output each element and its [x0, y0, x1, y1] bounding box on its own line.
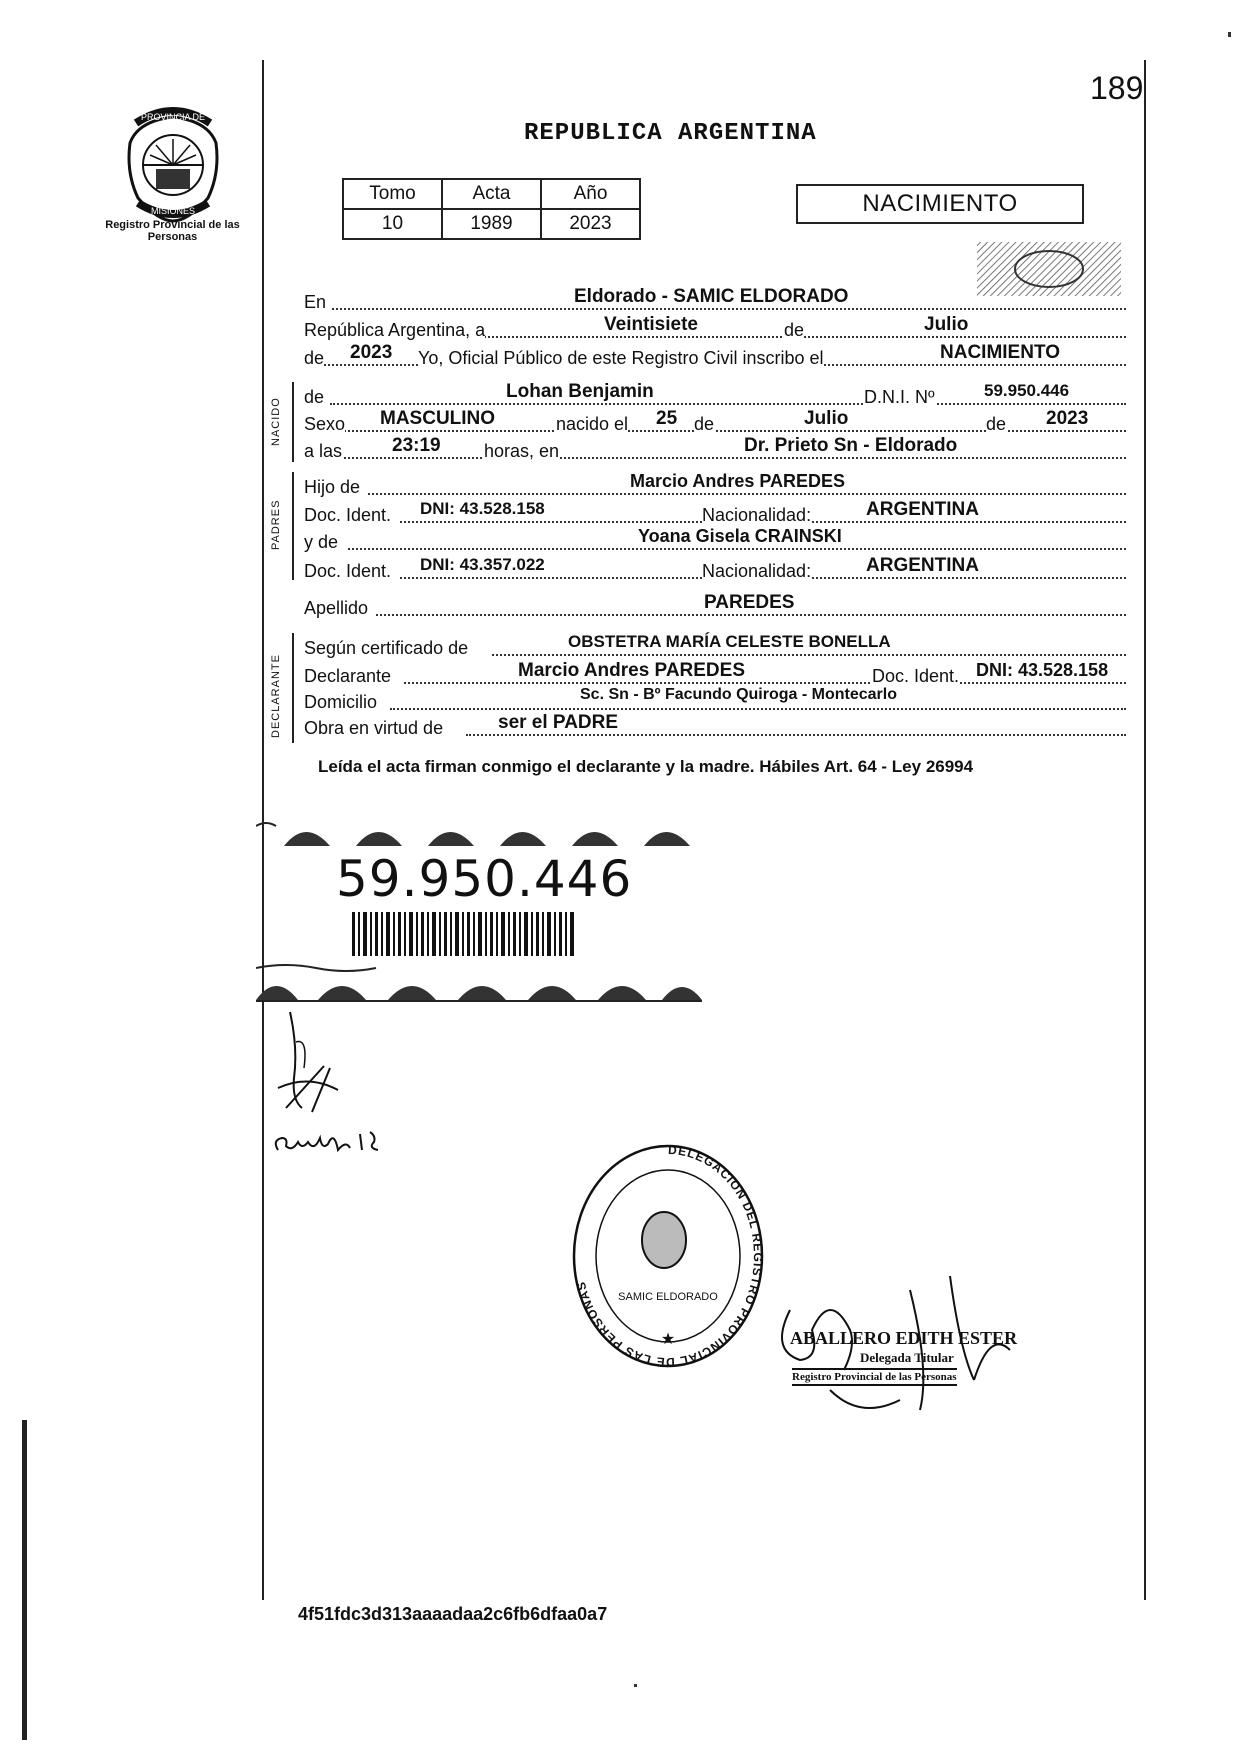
value-padre: Marcio Andres PAREDES [630, 471, 846, 491]
svg-text:PROVINCIA DE: PROVINCIA DE [140, 112, 206, 122]
label-en: En [304, 292, 327, 312]
acta-value-tomo: 10 [343, 209, 442, 239]
value-certificado: OBSTETRA MARÍA CELESTE BONELLA [568, 632, 891, 651]
label-nacionalidad-madre: Nacionalidad: [702, 561, 812, 581]
mother-signature [270, 1120, 410, 1164]
label-doc-madre: Doc. Ident. [304, 561, 392, 581]
scan-dot-corner [1228, 32, 1231, 37]
value-mes-acta: Julio [924, 314, 969, 335]
row-madre [304, 528, 1126, 554]
padres-brace [292, 472, 294, 580]
label-a-las: a las [304, 441, 343, 461]
value-dni: 59.950.446 [984, 381, 1070, 400]
value-sexo: MASCULINO [380, 408, 496, 429]
value-lugar: Eldorado - SAMIC ELDORADO [574, 286, 849, 307]
value-doc-declarante: DNI: 43.528.158 [976, 660, 1109, 680]
value-anio: 2023 [1046, 408, 1089, 429]
value-nombre: Lohan Benjamin [506, 381, 654, 402]
value-declarante: Marcio Andres PAREDES [518, 660, 745, 681]
value-nacionalidad-padre: ARGENTINA [866, 499, 979, 520]
declarante-brace [292, 633, 294, 743]
row-inscripcion [304, 344, 1126, 370]
label-dni: D.N.I. Nº [864, 387, 935, 407]
acta-value-anio: 2023 [541, 209, 640, 239]
acta-header-tomo: Tomo [343, 179, 442, 209]
right-margin-line [1144, 60, 1146, 1600]
value-lugar-nacimiento: Dr. Prieto Sn - Eldorado [744, 435, 958, 456]
value-dia-acta: Veintisiete [604, 314, 698, 335]
scan-edge-line [22, 1420, 27, 1740]
row-hora [304, 437, 1126, 463]
svg-text:★: ★ [660, 1331, 676, 1348]
official-stamp-title: Delegada Titular [860, 1350, 954, 1365]
page-number: 189 [1090, 70, 1144, 106]
label-y-de: y de [304, 532, 339, 552]
country-title: REPUBLICA ARGENTINA [524, 120, 817, 147]
value-anio-acta: 2023 [350, 342, 393, 363]
label-declarante: Declarante [304, 666, 392, 686]
value-obra: ser el PADRE [498, 712, 619, 733]
value-hora: 23:19 [392, 435, 441, 456]
value-dia: 25 [656, 408, 678, 429]
label-nacionalidad-padre: Nacionalidad: [702, 505, 812, 525]
closing-text: Leída el acta firman conmigo el declarante y la madre. Hábiles Art. 64 - Ley 26994 [318, 757, 974, 776]
row-sexo [304, 410, 1126, 436]
svg-text:SAMIC ELDORADO: SAMIC ELDORADO [618, 1291, 718, 1303]
label-de-anio: de [986, 414, 1007, 434]
acta-table [342, 178, 641, 240]
label-de-mes: de [694, 414, 715, 434]
official-stamp-name: ABALLERO EDITH ESTER [790, 1328, 1018, 1348]
row-certificado [304, 634, 1126, 660]
value-domicilio: Sc. Sn - Bº Facundo Quiroga - Montecarlo [580, 686, 897, 703]
label-sexo: Sexo [304, 414, 346, 434]
label-de: de [784, 320, 805, 340]
official-seal-stamp [568, 1140, 768, 1372]
official-stamp-org: Registro Provincial de las Personas [792, 1368, 957, 1386]
section-label-declarante: DECLARANTE [270, 654, 282, 738]
acta-header-acta: Acta [442, 179, 541, 209]
label-republica: República Argentina, a [304, 320, 486, 340]
label-oficial: Yo, Oficial Público de este Registro Civil inscribo el [418, 348, 824, 368]
row-obra [304, 714, 1126, 740]
label-segun-certificado: Según certificado de [304, 638, 469, 658]
row-doc-madre [304, 557, 1126, 583]
row-fecha-acta [304, 316, 1126, 342]
row-apellido [304, 594, 1126, 620]
province-emblem-icon [118, 103, 228, 223]
sticker-bottom-pattern-icon [256, 962, 702, 1002]
row-lugar [304, 288, 1126, 314]
label-apellido: Apellido [304, 598, 369, 618]
value-registro: NACIMIENTO [940, 342, 1060, 363]
row-doc-padre [304, 501, 1126, 527]
label-horas: horas, en [484, 441, 560, 461]
label-de-nombre: de [304, 387, 325, 407]
scan-dot [634, 1684, 637, 1687]
label-de-2: de [304, 348, 325, 368]
barcode-icon [352, 912, 576, 956]
value-apellido: PAREDES [704, 592, 795, 613]
row-domicilio [304, 688, 1126, 714]
document-hash: 4f51fdc3d313aaaadaa2c6fb6dfaa0a7 [298, 1604, 608, 1624]
registry-caption: Registro Provincial de las Personas [105, 219, 240, 243]
value-doc-padre: DNI: 43.528.158 [420, 499, 545, 518]
acta-header-anio: Año [541, 179, 640, 209]
row-padre [304, 473, 1126, 499]
value-madre: Yoana Gisela CRAINSKI [638, 526, 842, 546]
label-doc-declarante: Doc. Ident. [872, 666, 960, 686]
declarant-signature [268, 1008, 368, 1118]
section-label-padres: PADRES [270, 499, 282, 550]
dni-sticker-number: 59.950.446 [336, 850, 633, 908]
nacido-brace [292, 382, 294, 462]
value-doc-madre: DNI: 43.357.022 [420, 555, 545, 574]
sticker-top-pattern-icon [256, 818, 702, 848]
section-label-nacido: NACIDO [270, 397, 282, 446]
label-hijo-de: Hijo de [304, 477, 361, 497]
record-type-box: NACIMIENTO [796, 184, 1084, 224]
label-domicilio: Domicilio [304, 692, 378, 712]
value-nacionalidad-madre: ARGENTINA [866, 555, 979, 576]
row-nombre [304, 383, 1126, 409]
label-doc-padre: Doc. Ident. [304, 505, 392, 525]
svg-text:DELEGACION DEL REGISTRO PROVIN: DELEGACION DEL REGISTRO PROVINCIAL DE LAS PERSONAS [573, 1142, 766, 1370]
acta-value-acta: 1989 [442, 209, 541, 239]
label-obra: Obra en virtud de [304, 718, 444, 738]
svg-text:MISIONES: MISIONES [150, 206, 196, 216]
value-mes: Julio [804, 408, 849, 429]
row-declarante [304, 662, 1126, 688]
label-nacido-el: nacido el [556, 414, 629, 434]
